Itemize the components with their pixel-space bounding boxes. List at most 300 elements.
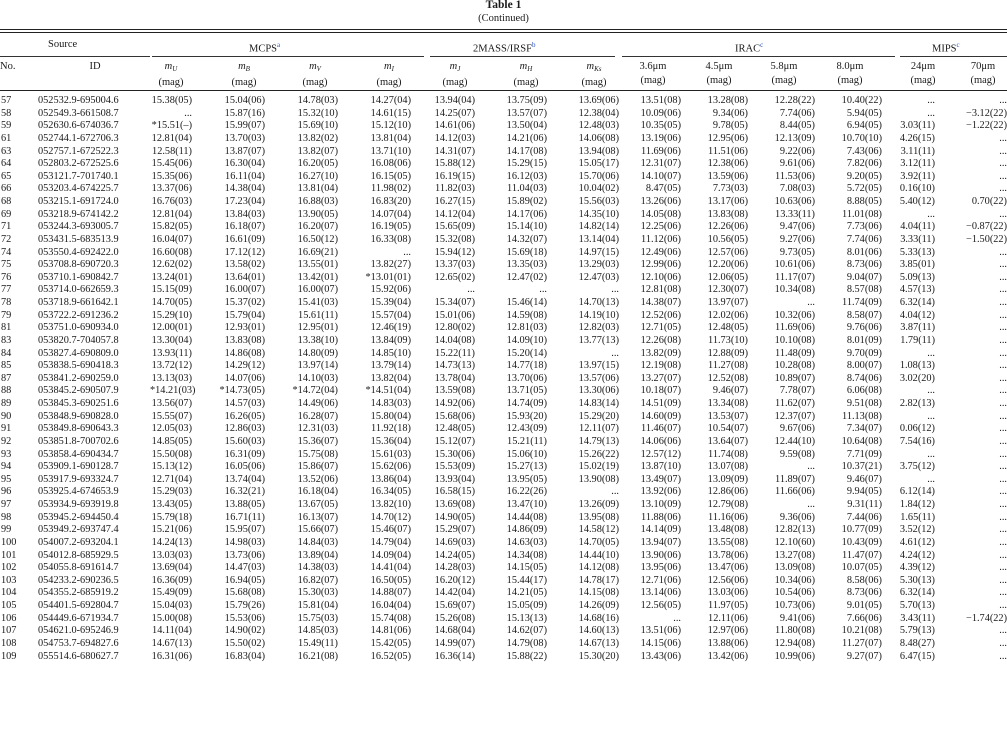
magnitude-cell: 15.75(03) xyxy=(297,612,338,624)
col-3p6: 3.6μm (mag) xyxy=(639,61,667,86)
magnitude-cell: 14.86(09) xyxy=(506,524,547,536)
table-row xyxy=(0,638,1007,651)
magnitude-cell: 13.13(03) xyxy=(151,372,192,384)
magnitude-cell: 13.97(15) xyxy=(578,360,619,372)
magnitude-cell: 13.72(12) xyxy=(151,360,192,372)
magnitude-cell: 14.05(08) xyxy=(640,208,681,220)
magnitude-cell: 9.73(05) xyxy=(779,246,815,258)
table-row xyxy=(0,158,1007,171)
magnitude-cell: 13.03(03) xyxy=(151,549,192,561)
tmass-underline xyxy=(430,56,615,57)
magnitude-cell: 9.27(06) xyxy=(779,233,815,245)
magnitude-cell: 16.69(21) xyxy=(297,246,338,258)
magnitude-cell: ... xyxy=(999,334,1007,346)
magnitude-cell: 14.38(03) xyxy=(297,562,338,574)
magnitude-cell: ... xyxy=(999,259,1007,271)
magnitude-cell: 16.18(04) xyxy=(297,486,338,498)
magnitude-cell: 15.30(20) xyxy=(578,650,619,662)
magnitude-cell: 14.21(05) xyxy=(506,587,547,599)
magnitude-cell: 13.90(06) xyxy=(640,549,681,561)
magnitude-cell: 3.85(01) xyxy=(899,259,935,271)
magnitude-cell: 3.12(11) xyxy=(900,158,935,170)
magnitude-cell: 14.79(04) xyxy=(370,536,411,548)
magnitude-cell: ... xyxy=(999,587,1007,599)
magnitude-cell: 13.82(09) xyxy=(640,347,681,359)
magnitude-cell: 14.82(14) xyxy=(578,221,619,233)
magnitude-cell: 15.36(04) xyxy=(370,435,411,447)
row-number: 100 xyxy=(1,536,17,548)
magnitude-cell: 7.82(06) xyxy=(846,158,882,170)
magnitude-cell: 8.74(06) xyxy=(846,372,882,384)
row-number: 98 xyxy=(1,511,12,523)
magnitude-cell: 13.90(05) xyxy=(297,208,338,220)
magnitude-cell: ... xyxy=(927,107,935,119)
magnitude-cell: 15.41(03) xyxy=(297,297,338,308)
magnitude-cell: 15.29(03) xyxy=(151,486,192,498)
magnitude-cell: 14.62(07) xyxy=(506,625,547,637)
source-id: 052744.1-672706.3 xyxy=(38,132,119,144)
magnitude-cell: 10.37(21) xyxy=(841,461,882,473)
magnitude-cell: 13.27(08) xyxy=(774,549,815,561)
col-8p0: 8.0μm (mag) xyxy=(836,61,864,86)
magnitude-cell: 8.73(06) xyxy=(846,587,882,599)
magnitude-cell: 12.11(07) xyxy=(579,423,619,435)
magnitude-cell: 15.04(06) xyxy=(224,95,265,106)
magnitude-cell: ... xyxy=(999,132,1007,144)
footnote-a[interactable]: a xyxy=(277,41,281,49)
mcps-underline xyxy=(152,56,424,57)
magnitude-cell: 13.35(03) xyxy=(506,259,547,271)
magnitude-cell: 11.27(08) xyxy=(708,360,748,372)
row-number: 59 xyxy=(1,120,12,132)
magnitude-cell: 16.27(15) xyxy=(434,196,475,207)
magnitude-cell: 3.75(12) xyxy=(899,461,935,473)
table-row xyxy=(0,613,1007,626)
magnitude-cell: 11.51(06) xyxy=(708,145,748,157)
magnitude-cell: 6.94(05) xyxy=(846,120,882,132)
magnitude-cell: 16.31(09) xyxy=(224,448,265,460)
magnitude-cell: 12.49(06) xyxy=(640,246,681,258)
magnitude-cell: 16.27(10) xyxy=(297,170,338,182)
magnitude-cell: ... xyxy=(999,536,1007,548)
row-number: 109 xyxy=(1,650,17,662)
magnitude-cell: 13.53(07) xyxy=(707,410,748,422)
group-2mass-irsf: 2MASS/IRSF$^b$ xyxy=(473,41,536,55)
magnitude-cell: 1.84(12) xyxy=(899,499,935,510)
magnitude-cell: 14.12(04) xyxy=(434,208,475,220)
magnitude-cell: 16.20(12) xyxy=(434,574,475,586)
magnitude-cell: 14.32(07) xyxy=(506,233,547,245)
magnitude-cell: ... xyxy=(927,410,935,422)
magnitude-cell: 12.38(04) xyxy=(578,107,619,119)
magnitude-cell: 5.40(12) xyxy=(899,196,935,207)
magnitude-cell: 10.61(06) xyxy=(774,259,815,271)
magnitude-cell: 5.94(05) xyxy=(846,107,882,119)
magnitude-cell: 5.79(13) xyxy=(899,625,935,637)
magnitude-cell: 16.50(12) xyxy=(297,233,338,245)
magnitude-cell: 14.70(05) xyxy=(151,297,192,308)
footnote-c-mips[interactable]: c xyxy=(956,41,960,49)
row-number: 107 xyxy=(1,625,17,637)
table-row xyxy=(0,575,1007,588)
magnitude-cell: 13.94(04) xyxy=(434,95,475,106)
magnitude-cell: 14.06(06) xyxy=(640,435,681,447)
magnitude-cell: 9.46(07) xyxy=(846,473,882,485)
magnitude-cell: 13.88(06) xyxy=(707,637,748,649)
magnitude-cell: 12.58(11) xyxy=(152,145,192,157)
magnitude-cell: 15.69(10) xyxy=(297,120,338,132)
magnitude-cell: 10.56(05) xyxy=(707,233,748,245)
magnitude-cell: 13.26(09) xyxy=(578,499,619,510)
magnitude-cell: 12.95(01) xyxy=(297,322,338,334)
magnitude-cell: 14.19(10) xyxy=(578,309,619,321)
magnitude-cell: 12.88(09) xyxy=(707,347,748,359)
magnitude-cell: 16.19(15) xyxy=(434,170,475,182)
magnitude-cell: 13.51(08) xyxy=(640,95,681,106)
magnitude-cell: 13.28(08) xyxy=(707,95,748,106)
magnitude-cell: 10.10(08) xyxy=(774,334,815,346)
magnitude-cell: 13.92(06) xyxy=(640,486,681,498)
row-number: 68 xyxy=(1,196,12,207)
magnitude-cell: 9.04(07) xyxy=(846,271,882,283)
magnitude-cell: 15.21(11) xyxy=(507,435,547,447)
magnitude-cell: 14.57(03) xyxy=(224,398,265,409)
magnitude-cell: 15.30(06) xyxy=(434,448,475,460)
magnitude-cell: 14.70(05) xyxy=(578,536,619,548)
col-70: 70μm (mag) xyxy=(970,61,996,86)
magnitude-cell: 14.61(06) xyxy=(434,120,475,132)
table-row xyxy=(0,512,1007,525)
group-source: Source xyxy=(48,39,78,50)
magnitude-cell: 15.36(07) xyxy=(297,435,338,447)
magnitude-cell: 7.34(07) xyxy=(846,423,882,435)
source-id: 053934.9-693919.8 xyxy=(38,499,119,510)
col-no: No. xyxy=(0,61,16,72)
table-row xyxy=(0,486,1007,499)
magnitude-cell: 16.34(05) xyxy=(370,486,411,498)
magnitude-cell: 13.64(01) xyxy=(224,271,265,283)
magnitude-cell: ... xyxy=(999,549,1007,561)
magnitude-cell: 13.71(10) xyxy=(370,145,411,157)
source-id: 054012.8-685929.5 xyxy=(38,549,119,561)
magnitude-cell: 14.68(04) xyxy=(434,625,475,637)
magnitude-cell: 13.37(06) xyxy=(151,183,192,195)
magnitude-cell: 14.09(10) xyxy=(506,334,547,346)
magnitude-cell: 12.56(05) xyxy=(640,600,681,611)
magnitude-cell: 13.89(04) xyxy=(297,549,338,561)
magnitude-cell: 10.34(08) xyxy=(774,284,815,296)
magnitude-cell: 14.34(08) xyxy=(506,549,547,561)
magnitude-cell: 12.97(06) xyxy=(707,625,748,637)
magnitude-cell: 15.15(09) xyxy=(151,284,192,296)
magnitude-cell: 16.26(05) xyxy=(224,410,265,422)
magnitude-cell: 13.43(05) xyxy=(151,499,192,510)
magnitude-cell: 15.49(11) xyxy=(298,637,338,649)
magnitude-cell: 12.20(06) xyxy=(707,259,748,271)
magnitude-cell: 11.12(06) xyxy=(641,233,681,245)
magnitude-cell: 1.65(11) xyxy=(900,511,935,523)
magnitude-cell: 13.70(03) xyxy=(224,132,265,144)
magnitude-cell: 14.74(09) xyxy=(506,398,547,409)
magnitude-cell: 14.84(03) xyxy=(297,536,338,548)
magnitude-cell: 8.57(08) xyxy=(846,284,882,296)
magnitude-cell: 14.60(13) xyxy=(578,625,619,637)
magnitude-cell: 13.47(06) xyxy=(707,562,748,574)
magnitude-cell: 15.95(07) xyxy=(224,524,265,536)
magnitude-cell: ... xyxy=(999,410,1007,422)
magnitude-cell: 6.47(15) xyxy=(899,650,935,662)
row-number: 93 xyxy=(1,448,12,460)
source-id: 053848.9-690828.0 xyxy=(38,410,119,422)
magnitude-cell: 14.38(07) xyxy=(640,297,681,308)
magnitude-cell: 7.54(16) xyxy=(899,435,935,447)
magnitude-cell: 12.48(03) xyxy=(578,120,619,132)
magnitude-cell: 12.62(02) xyxy=(151,259,192,271)
magnitude-cell: 12.99(06) xyxy=(640,259,681,271)
table-row xyxy=(0,133,1007,146)
magnitude-cell: 11.04(03) xyxy=(507,183,547,195)
magnitude-cell: ... xyxy=(999,574,1007,586)
magnitude-cell: 13.09(09) xyxy=(707,473,748,485)
magnitude-cell: ... xyxy=(927,347,935,359)
magnitude-cell: 5.30(13) xyxy=(899,574,935,586)
source-id: 054355.2-685919.2 xyxy=(38,587,119,599)
col-mu: $m_U$ (mag) xyxy=(158,61,184,88)
magnitude-cell: ... xyxy=(807,499,815,510)
magnitude-cell: 4.61(12) xyxy=(899,536,935,548)
magnitude-cell: 13.33(11) xyxy=(775,208,815,220)
magnitude-cell: 8.44(05) xyxy=(779,120,815,132)
magnitude-cell: 16.12(03) xyxy=(506,170,547,182)
magnitude-cell: 13.95(05) xyxy=(506,473,547,485)
magnitude-cell: 13.93(11) xyxy=(152,347,192,359)
magnitude-cell: 16.28(07) xyxy=(297,410,338,422)
magnitude-cell: 12.93(01) xyxy=(224,322,265,334)
magnitude-cell: 7.71(09) xyxy=(846,448,882,460)
magnitude-cell: ... xyxy=(999,309,1007,321)
magnitude-cell: 13.37(03) xyxy=(434,259,475,271)
table-row xyxy=(0,108,1007,121)
magnitude-cell: 1.79(11) xyxy=(900,334,935,346)
footnote-c-irac[interactable]: c xyxy=(760,41,764,49)
magnitude-cell: 9.31(11) xyxy=(847,499,882,510)
magnitude-cell: ... xyxy=(999,499,1007,510)
magnitude-cell: 15.80(04) xyxy=(370,410,411,422)
group-mcps: MCPS$^a$ xyxy=(249,41,281,55)
source-id: 053841.2-690259.0 xyxy=(38,372,119,384)
magnitude-cell: 15.14(10) xyxy=(506,221,547,233)
magnitude-cell: 14.06(08) xyxy=(578,132,619,144)
magnitude-cell: 15.61(03) xyxy=(370,448,411,460)
magnitude-cell: 14.10(07) xyxy=(640,170,681,182)
source-id: 054621.0-695246.9 xyxy=(38,625,119,637)
magnitude-cell: 12.71(04) xyxy=(151,473,192,485)
magnitude-cell: 16.00(07) xyxy=(297,284,338,296)
row-number: 102 xyxy=(1,562,17,574)
magnitude-cell: 16.18(07) xyxy=(224,221,265,233)
table-row xyxy=(0,537,1007,550)
magnitude-cell: 13.51(06) xyxy=(640,625,681,637)
magnitude-cell: 13.42(01) xyxy=(297,271,338,283)
magnitude-cell: 14.61(15) xyxy=(370,107,411,119)
table-row xyxy=(0,461,1007,474)
magnitude-cell: 15.93(20) xyxy=(506,410,547,422)
magnitude-cell: 15.29(15) xyxy=(506,158,547,170)
magnitude-cell: 16.82(07) xyxy=(297,574,338,586)
magnitude-cell: 12.44(10) xyxy=(774,435,815,447)
magnitude-cell: 15.65(09) xyxy=(434,221,475,233)
row-number: 96 xyxy=(1,486,12,498)
magnitude-cell: 14.14(09) xyxy=(640,524,681,536)
magnitude-cell: 11.80(08) xyxy=(775,625,815,637)
magnitude-cell: 13.93(04) xyxy=(434,473,475,485)
magnitude-cell: 15.88(22) xyxy=(506,650,547,662)
magnitude-cell: 14.80(09) xyxy=(297,347,338,359)
magnitude-cell: 14.58(12) xyxy=(578,524,619,536)
table-row xyxy=(0,322,1007,335)
magnitude-cell: 14.11(04) xyxy=(152,625,192,637)
magnitude-cell: 13.81(04) xyxy=(370,132,411,144)
magnitude-cell: 15.05(09) xyxy=(506,600,547,611)
source-id: 053710.1-690842.7 xyxy=(38,271,119,283)
magnitude-cell: 16.36(09) xyxy=(151,574,192,586)
magnitude-cell: 16.36(14) xyxy=(434,650,475,662)
magnitude-cell: 8.73(06) xyxy=(846,259,882,271)
magnitude-cell: 7.43(06) xyxy=(846,145,882,157)
magnitude-cell: 13.19(06) xyxy=(640,132,681,144)
magnitude-cell: 14.99(07) xyxy=(434,637,475,649)
magnitude-cell: 0.16(10) xyxy=(899,183,935,195)
table-row xyxy=(0,146,1007,159)
magnitude-cell: 12.56(06) xyxy=(707,574,748,586)
magnitude-cell: 12.26(06) xyxy=(707,221,748,233)
magnitude-cell: 15.79(26) xyxy=(224,600,265,611)
magnitude-cell: 12.79(08) xyxy=(707,499,748,510)
magnitude-cell: 15.01(06) xyxy=(434,309,475,321)
magnitude-cell: 12.82(03) xyxy=(578,322,619,334)
magnitude-cell: 13.83(08) xyxy=(707,208,748,220)
magnitude-cell: 15.87(16) xyxy=(224,107,265,119)
magnitude-cell: 15.88(12) xyxy=(434,158,475,170)
source-id: 053849.8-690643.3 xyxy=(38,423,119,435)
magnitude-cell: −1.74(22) xyxy=(966,612,1007,624)
magnitude-cell: 12.37(07) xyxy=(774,410,815,422)
row-number: 83 xyxy=(1,334,12,346)
magnitude-cell: 9.78(05) xyxy=(712,120,748,132)
magnitude-cell: 14.97(15) xyxy=(578,246,619,258)
magnitude-cell: 11.27(07) xyxy=(842,637,882,649)
irac-underline xyxy=(622,56,895,57)
magnitude-cell: 15.39(04) xyxy=(370,297,411,308)
magnitude-cell: 8.47(05) xyxy=(645,183,681,195)
col-mh: $m_H$ (mag) xyxy=(513,61,539,88)
magnitude-cell: 7.44(06) xyxy=(846,511,882,523)
magnitude-cell: 12.52(08) xyxy=(707,372,748,384)
magnitude-cell: ... xyxy=(999,208,1007,220)
footnote-b[interactable]: b xyxy=(531,41,536,49)
magnitude-cell: 16.00(07) xyxy=(224,284,265,296)
magnitude-cell: 14.28(03) xyxy=(434,562,475,574)
magnitude-cell: 15.13(12) xyxy=(151,461,192,473)
magnitude-cell: 14.79(08) xyxy=(506,637,547,649)
magnitude-cell: 3.02(20) xyxy=(899,372,935,384)
magnitude-cell: 12.11(06) xyxy=(708,612,748,624)
magnitude-cell: 11.13(08) xyxy=(842,410,882,422)
magnitude-cell: 9.34(06) xyxy=(712,107,748,119)
magnitude-cell: 10.73(06) xyxy=(774,600,815,611)
magnitude-cell: 14.78(03) xyxy=(297,95,338,106)
magnitude-cell: 13.87(07) xyxy=(224,145,265,157)
magnitude-cell: 13.86(04) xyxy=(370,473,411,485)
magnitude-cell: 12.71(06) xyxy=(640,574,681,586)
magnitude-cell: 8.01(06) xyxy=(846,246,882,258)
magnitude-cell: 4.04(12) xyxy=(899,309,935,321)
table-row xyxy=(0,474,1007,487)
magnitude-cell: 11.74(09) xyxy=(842,297,882,308)
data-table xyxy=(0,95,1007,663)
magnitude-cell: −1.50(22) xyxy=(966,233,1007,245)
magnitude-cell: 7.74(06) xyxy=(779,107,815,119)
magnitude-cell: 11.66(06) xyxy=(775,486,815,498)
magnitude-cell: 12.43(09) xyxy=(506,423,547,435)
magnitude-cell: 15.04(03) xyxy=(151,600,192,611)
magnitude-cell: 14.73(13) xyxy=(434,360,475,372)
row-number: 71 xyxy=(1,221,12,233)
magnitude-cell: 13.59(06) xyxy=(707,170,748,182)
magnitude-cell: 14.10(03) xyxy=(297,372,338,384)
source-id: 053722.2-691236.2 xyxy=(38,309,119,321)
magnitude-cell: 12.28(22) xyxy=(774,95,815,106)
table-row xyxy=(0,183,1007,196)
col-mj: $m_J$ (mag) xyxy=(442,61,468,88)
magnitude-cell: 14.12(08) xyxy=(578,562,619,574)
row-number: 97 xyxy=(1,499,12,510)
magnitude-cell: 14.47(03) xyxy=(224,562,265,574)
magnitude-cell: 16.61(09) xyxy=(224,233,265,245)
magnitude-cell: 14.79(13) xyxy=(578,435,619,447)
magnitude-cell: 4.57(13) xyxy=(899,284,935,296)
magnitude-cell: 5.70(13) xyxy=(899,600,935,611)
magnitude-cell: 9.94(05) xyxy=(846,486,882,498)
magnitude-cell: ... xyxy=(999,145,1007,157)
magnitude-cell: 13.14(06) xyxy=(640,587,681,599)
table-row xyxy=(0,373,1007,386)
row-number: 58 xyxy=(1,107,12,119)
magnitude-cell: 16.08(06) xyxy=(370,158,411,170)
magnitude-cell: 15.55(07) xyxy=(151,410,192,422)
magnitude-cell: 15.68(06) xyxy=(434,410,475,422)
magnitude-cell: 11.16(06) xyxy=(708,511,748,523)
magnitude-cell: 14.85(10) xyxy=(370,347,411,359)
magnitude-cell: 14.90(05) xyxy=(434,511,475,523)
row-number: 63 xyxy=(1,145,12,157)
table-row xyxy=(0,550,1007,563)
magnitude-cell: ... xyxy=(611,486,619,498)
magnitude-cell: ... xyxy=(807,297,815,308)
magnitude-cell: 15.82(05) xyxy=(151,221,192,233)
magnitude-cell: 16.05(06) xyxy=(224,461,265,473)
magnitude-cell: ... xyxy=(999,524,1007,536)
magnitude-cell: 15.60(03) xyxy=(224,435,265,447)
magnitude-cell: 12.48(05) xyxy=(434,423,475,435)
magnitude-cell: 14.77(18) xyxy=(506,360,547,372)
magnitude-cell: 15.35(06) xyxy=(151,170,192,182)
magnitude-cell: 4.04(11) xyxy=(900,221,935,233)
magnitude-cell: 16.52(05) xyxy=(370,650,411,662)
magnitude-cell: 16.58(15) xyxy=(434,486,475,498)
magnitude-cell: 8.58(06) xyxy=(846,574,882,586)
magnitude-cell: 3.03(11) xyxy=(900,120,935,132)
